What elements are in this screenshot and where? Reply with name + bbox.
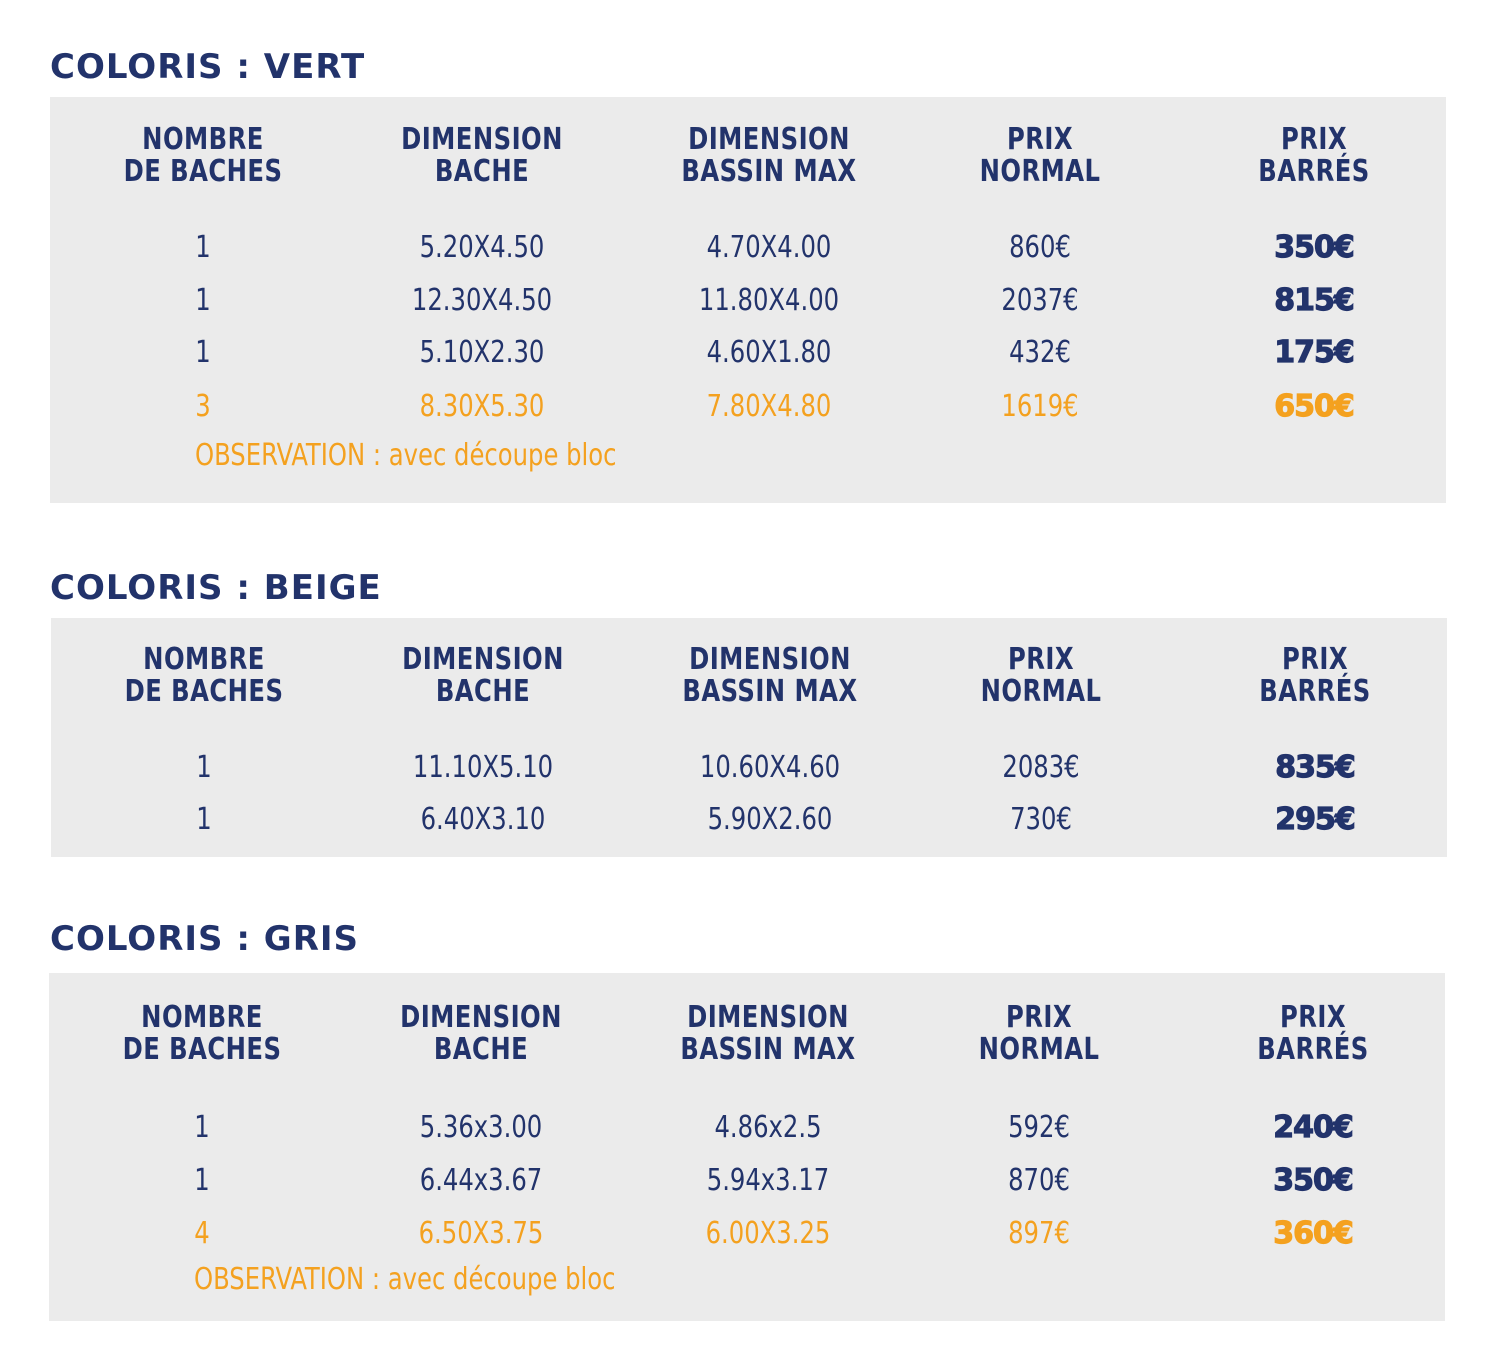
header-nombre: NOMBRE DE BACHES bbox=[124, 642, 284, 709]
cell-prix-barre: 815€ bbox=[1274, 283, 1354, 318]
cell-prix-normal: 897€ bbox=[1008, 1216, 1070, 1251]
cell-bache: 6.50X3.75 bbox=[418, 1216, 544, 1251]
cell-bassin: 11.80X4.00 bbox=[698, 283, 840, 318]
header-dimension-bassin: DIMENSION BASSIN MAX bbox=[681, 122, 857, 189]
table-row bbox=[50, 228, 1446, 268]
observation-note: OBSERVATION : avec découpe bloc bbox=[195, 438, 617, 473]
table-row bbox=[49, 1161, 1445, 1201]
cell-prix-barre: 350€ bbox=[1273, 1163, 1353, 1198]
cell-bassin: 5.94x3.17 bbox=[706, 1163, 830, 1198]
header-nombre: NOMBRE DE BACHES bbox=[122, 1000, 282, 1067]
header-prix-barres: PRIX BARRÉS bbox=[1257, 1000, 1369, 1067]
cell-bache: 6.44x3.67 bbox=[419, 1163, 543, 1198]
table-row bbox=[50, 333, 1446, 373]
header-prix-barres: PRIX BARRÉS bbox=[1259, 642, 1371, 709]
cell-bache: 8.30X5.30 bbox=[419, 389, 545, 424]
cell-count: 1 bbox=[195, 283, 211, 318]
cell-bassin: 5.90X2.60 bbox=[707, 802, 833, 837]
observation-note: OBSERVATION : avec découpe bloc bbox=[194, 1262, 616, 1297]
header-dimension-bassin: DIMENSION BASSIN MAX bbox=[680, 1000, 856, 1067]
cell-prix-normal: 1619€ bbox=[1001, 389, 1079, 424]
cell-prix-barre: 360€ bbox=[1273, 1216, 1353, 1251]
price-table-gris bbox=[49, 973, 1445, 1321]
cell-prix-normal: 2083€ bbox=[1002, 750, 1080, 785]
header-prix-normal: PRIX NORMAL bbox=[978, 1000, 1100, 1067]
cell-prix-barre: 350€ bbox=[1274, 230, 1354, 265]
header-dimension-bache: DIMENSION BACHE bbox=[401, 122, 563, 189]
cell-prix-barre: 835€ bbox=[1275, 750, 1355, 785]
price-table-vert bbox=[50, 97, 1446, 503]
cell-prix-barre: 650€ bbox=[1274, 389, 1354, 424]
cell-bache: 12.30X4.50 bbox=[411, 283, 553, 318]
cell-bache: 5.10X2.30 bbox=[419, 335, 545, 370]
section-title-gris: COLORIS : GRIS bbox=[50, 919, 360, 959]
cell-prix-barre: 295€ bbox=[1275, 802, 1355, 837]
cell-prix-normal: 730€ bbox=[1010, 802, 1072, 837]
cell-count: 1 bbox=[196, 802, 212, 837]
cell-bassin: 7.80X4.80 bbox=[706, 389, 832, 424]
cell-bache: 6.40X3.10 bbox=[420, 802, 546, 837]
cell-bassin: 10.60X4.60 bbox=[699, 750, 841, 785]
table-row bbox=[51, 748, 1447, 788]
cell-bassin: 4.86x2.5 bbox=[714, 1110, 822, 1145]
header-dimension-bache: DIMENSION BACHE bbox=[400, 1000, 562, 1067]
header-prix-barres: PRIX BARRÉS bbox=[1258, 122, 1370, 189]
section-title-vert: COLORIS : VERT bbox=[50, 47, 366, 87]
table-row bbox=[50, 281, 1446, 321]
cell-bassin: 4.60X1.80 bbox=[706, 335, 832, 370]
table-row-highlight bbox=[50, 387, 1446, 427]
cell-count: 4 bbox=[194, 1216, 210, 1251]
header-dimension-bache: DIMENSION BACHE bbox=[402, 642, 564, 709]
cell-count: 1 bbox=[196, 750, 212, 785]
cell-count: 1 bbox=[194, 1163, 210, 1198]
cell-prix-normal: 2037€ bbox=[1001, 283, 1079, 318]
cell-prix-normal: 860€ bbox=[1009, 230, 1071, 265]
table-row-highlight bbox=[49, 1214, 1445, 1254]
cell-count: 1 bbox=[195, 230, 211, 265]
price-table-beige bbox=[51, 618, 1447, 857]
cell-prix-normal: 870€ bbox=[1008, 1163, 1070, 1198]
cell-prix-normal: 432€ bbox=[1009, 335, 1071, 370]
section-title-beige: COLORIS : BEIGE bbox=[50, 568, 382, 608]
cell-bache: 5.36x3.00 bbox=[419, 1110, 543, 1145]
table-row bbox=[49, 1108, 1445, 1148]
header-nombre: NOMBRE DE BACHES bbox=[123, 122, 283, 189]
cell-prix-barre: 240€ bbox=[1273, 1110, 1353, 1145]
header-prix-normal: PRIX NORMAL bbox=[979, 122, 1101, 189]
header-prix-normal: PRIX NORMAL bbox=[980, 642, 1102, 709]
cell-bassin: 4.70X4.00 bbox=[706, 230, 832, 265]
cell-bassin: 6.00X3.25 bbox=[705, 1216, 831, 1251]
cell-count: 1 bbox=[194, 1110, 210, 1145]
cell-count: 3 bbox=[195, 389, 211, 424]
table-row bbox=[51, 800, 1447, 840]
cell-prix-barre: 175€ bbox=[1274, 335, 1354, 370]
cell-bache: 5.20X4.50 bbox=[419, 230, 545, 265]
cell-prix-normal: 592€ bbox=[1008, 1110, 1070, 1145]
cell-bache: 11.10X5.10 bbox=[412, 750, 554, 785]
cell-count: 1 bbox=[195, 335, 211, 370]
header-dimension-bassin: DIMENSION BASSIN MAX bbox=[682, 642, 858, 709]
